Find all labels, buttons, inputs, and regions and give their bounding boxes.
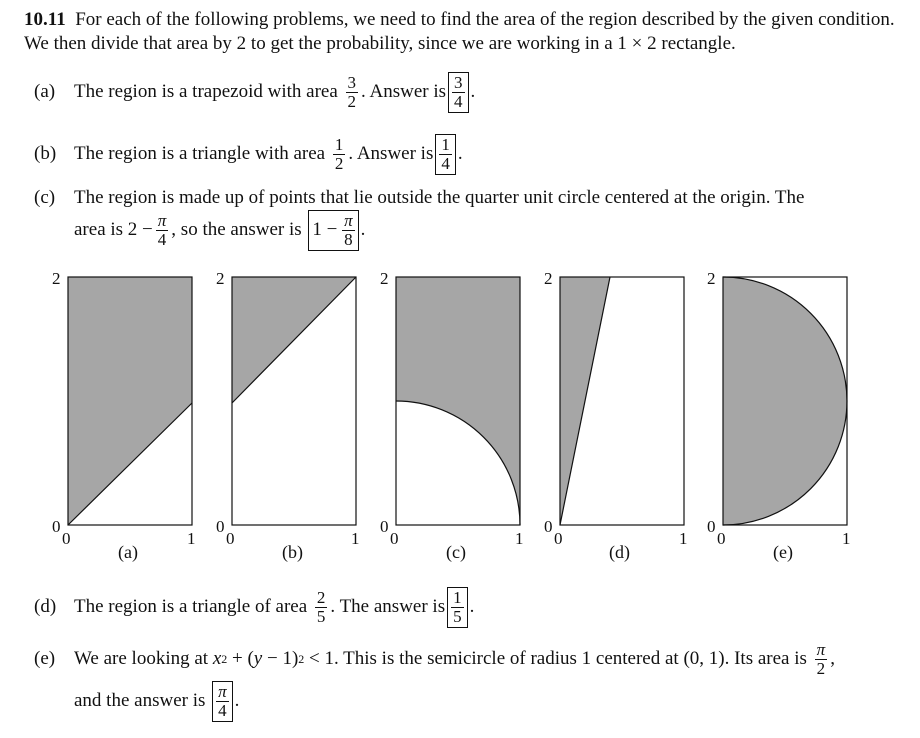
period: . — [470, 81, 476, 103]
item-d — [34, 587, 474, 628]
figure-d — [544, 269, 688, 563]
numerator: π — [218, 682, 227, 701]
denominator: 8 — [344, 229, 353, 249]
numerator: π — [344, 211, 353, 230]
item-text: The region is a trapezoid with area — [74, 81, 338, 103]
shaded-region-outside-quarter-circle — [396, 277, 520, 525]
numerator: π — [816, 640, 826, 659]
x-max-label: 1 — [515, 529, 524, 548]
var-y: y — [253, 648, 263, 670]
item-text: The region is made up of points that lie outside the quarter unit circle centered at the origin. The — [74, 187, 805, 208]
shaded-trapezoid — [68, 277, 192, 525]
item-b — [34, 134, 463, 175]
y-max-label: 2 — [52, 269, 61, 288]
origin-x-label: 0 — [226, 529, 235, 548]
origin-x-label: 0 — [717, 529, 726, 548]
exponent: 2 — [298, 651, 305, 666]
figure-caption: (e) — [773, 542, 793, 562]
x-max-label: 1 — [679, 529, 688, 548]
y-max-label: 2 — [216, 269, 225, 288]
item-e-line2 — [74, 681, 239, 722]
item-label: (e) — [34, 648, 56, 670]
denominator: 4 — [454, 91, 463, 111]
item-text: and the answer is — [74, 690, 206, 712]
period: . — [234, 690, 240, 712]
comma: , — [830, 648, 835, 670]
origin-y-label: 0 — [707, 517, 716, 536]
area-fraction — [333, 136, 346, 173]
item-text: . Answer is — [361, 81, 447, 103]
item-c-line1 — [34, 186, 804, 210]
x-max-label: 1 — [187, 529, 196, 548]
area-fraction — [156, 212, 169, 249]
denominator: 5 — [453, 606, 462, 626]
numerator: 3 — [347, 73, 357, 92]
denominator: 4 — [157, 229, 167, 249]
period: . — [360, 219, 366, 241]
item-label: (c) — [34, 187, 56, 208]
item-label: (d) — [34, 596, 57, 618]
origin-y-label: 0 — [544, 517, 553, 536]
shaded-semicircle — [723, 277, 847, 525]
item-text: < 1. This is the semicircle of radius 1 centered at (0, 1). Its area is — [304, 648, 807, 670]
operator-text: + ( — [227, 648, 254, 670]
item-text: area is 2 − — [74, 219, 153, 241]
denominator: 4 — [218, 700, 227, 720]
numerator: 1 — [453, 588, 462, 607]
item-text: . Answer is — [348, 143, 434, 165]
answer-box — [448, 72, 469, 113]
figure-e — [707, 269, 851, 563]
answer-box — [447, 587, 468, 628]
origin-x-label: 0 — [554, 529, 563, 548]
item-label: (a) — [34, 81, 56, 103]
origin-y-label: 0 — [380, 517, 389, 536]
item-a — [34, 72, 475, 113]
y-max-label: 2 — [544, 269, 553, 288]
figure-b — [216, 269, 360, 563]
figure-caption: (a) — [118, 542, 138, 562]
area-fraction — [346, 74, 359, 111]
denominator: 2 — [334, 153, 344, 173]
period: . — [457, 143, 463, 165]
answer-box — [435, 134, 456, 175]
y-max-label: 2 — [707, 269, 716, 288]
item-label: (b) — [34, 143, 57, 165]
numerator: 1 — [441, 135, 450, 154]
item-e-line1 — [34, 641, 835, 678]
x-max-label: 1 — [842, 529, 851, 548]
answer-box — [212, 681, 233, 722]
denominator: 2 — [816, 658, 826, 678]
origin-y-label: 0 — [216, 517, 225, 536]
origin-x-label: 0 — [390, 529, 399, 548]
figure-caption: (c) — [446, 542, 466, 562]
item-text: , so the answer is — [171, 219, 302, 241]
denominator: 4 — [441, 153, 450, 173]
denominator: 2 — [347, 91, 357, 111]
numerator: 2 — [316, 588, 326, 607]
intro-text: For each of the following problems, we need to find the area of the region described by the given condition. We then divide that area by 2 to get the probability, since we are working in a 1 × 2 rectangle. — [24, 9, 895, 54]
answer-prefix: 1 − — [312, 219, 338, 241]
problem-number: 10.11 — [24, 9, 66, 30]
y-max-label: 2 — [380, 269, 389, 288]
item-text: The region is a triangle with area — [74, 143, 326, 165]
area-fraction — [815, 641, 828, 678]
problem-intro — [24, 8, 904, 56]
numerator: 1 — [334, 135, 344, 154]
figure-panels — [0, 262, 920, 572]
item-text: The region is a triangle of area — [74, 596, 308, 618]
x-max-label: 1 — [351, 529, 360, 548]
exponent: 2 — [221, 651, 228, 666]
period: . — [469, 596, 475, 618]
figure-caption: (b) — [282, 542, 303, 562]
item-c-line2 — [74, 210, 365, 251]
figure-a — [52, 269, 196, 563]
figure-c — [380, 269, 524, 563]
denominator: 5 — [316, 606, 326, 626]
operator-text: − 1) — [262, 648, 299, 670]
answer-box — [308, 210, 358, 251]
area-fraction — [315, 589, 328, 626]
item-text: We are looking at — [74, 648, 209, 670]
numerator: π — [157, 211, 167, 230]
origin-y-label: 0 — [52, 517, 61, 536]
origin-x-label: 0 — [62, 529, 71, 548]
item-text: . The answer is — [330, 596, 446, 618]
var-x: x — [212, 648, 222, 670]
figure-caption: (d) — [609, 542, 630, 562]
numerator: 3 — [454, 73, 463, 92]
